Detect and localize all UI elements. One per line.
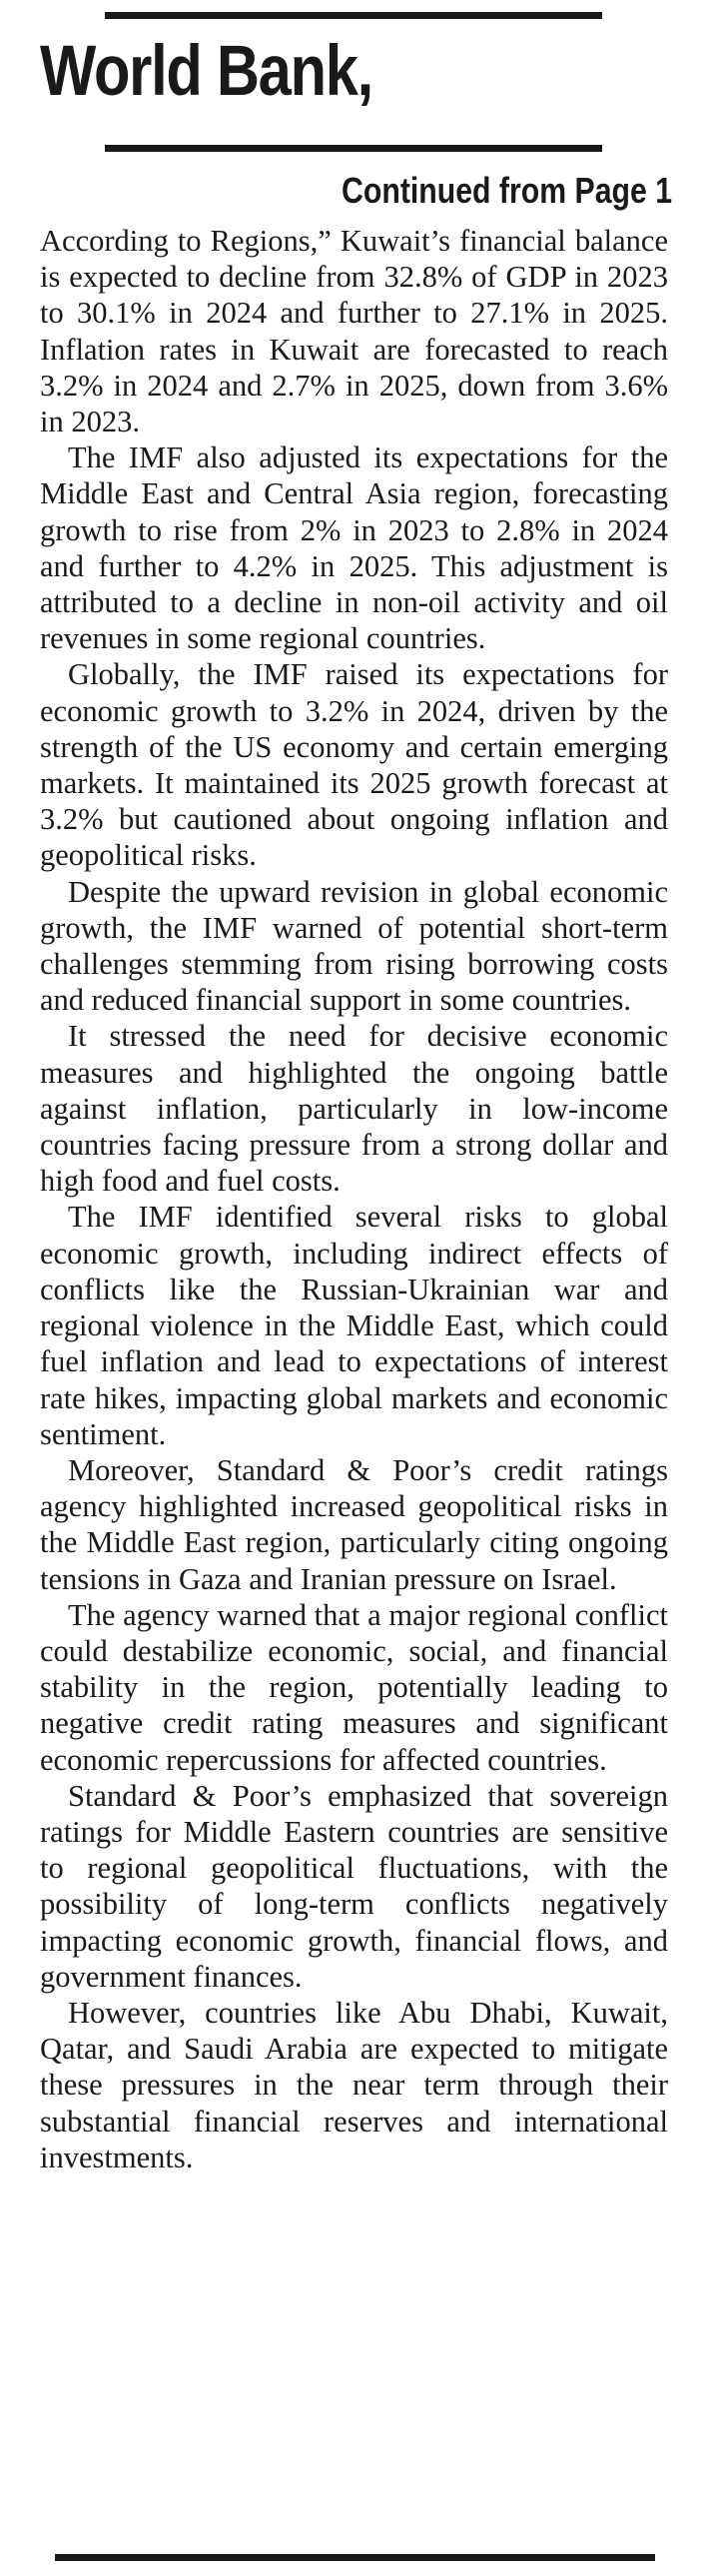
headline-rule (105, 145, 602, 152)
paragraph: Moreover, Standard & Poor’s credit ratings agency highlighted increased geopolitical risks in the Middle East region, particularly citing ongoing tensions in Gaza and Iranian pressure on Israel. (40, 1452, 668, 1596)
paragraph: Despite the upward revision in global economic growth, the IMF warned of potential short-term challenges stemming from rising borrowing costs and reduced financial support in some countries. (40, 874, 668, 1018)
bottom-rule (55, 2554, 655, 2561)
paragraph: However, countries like Abu Dhabi, Kuwait, Qatar, and Saudi Arabia are expected to mitigate these pressures in the near term through their substantial financial reserves and international investments. (40, 1995, 668, 2174)
continued-from-label: Continued from Page 1 (342, 170, 672, 211)
paragraph: Standard & Poor’s emphasized that sovereign ratings for Middle Eastern countries are sensitive to regional geopolitical fluctuations, with the possibility of long-term conflicts negatively impacting economic growth, financial flows, and government finances. (40, 1778, 668, 1994)
paragraph: The IMF also adjusted its expectations for the Middle East and Central Asia region, forecasting growth to rise from 2% in 2023 to 2.8% in 2024 and further to 4.2% in 2025. This adjustment is attributed to a decline in non-oil activity and oil revenues in some regional countries. (40, 440, 668, 656)
paragraph: It stressed the need for decisive economic measures and highlighted the ongoing battle against inflation, particularly in low-income countries facing pressure from a strong dollar and high food and fuel costs. (40, 1019, 668, 1199)
headline: World Bank, (40, 32, 372, 111)
top-rule (105, 12, 602, 19)
paragraph: Globally, the IMF raised its expectations for economic growth to 3.2% in 2024, driven by the strength of the US economy and certain emerging markets. It maintained its 2025 growth forecast at 3.2% but cautioned about ongoing inflation and geopolitical risks. (40, 657, 668, 873)
article-body (40, 223, 668, 2175)
paragraph: According to Regions,” Kuwait’s financial balance is expected to decline from 32.8% of GDP in 2023 to 30.1% in 2024 and further to 27.1% in 2025. Inflation rates in Kuwait are forecasted to reach 3.2% in 2024 and 2.7% in 2025, down from 3.6% in 2023. (40, 224, 668, 439)
paragraph: The IMF identified several risks to global economic growth, including indirect effects of conflicts like the Russian-Ukrainian war and regional violence in the Middle East, which could fuel inflation and lead to expectations of interest rate hikes, impacting global markets and economic sentiment. (40, 1200, 668, 1451)
paragraph: The agency warned that a major regional conflict could destabilize economic, social, and financial stability in the region, potentially leading to negative credit rating measures and significant economic repercussions for affected countries. (40, 1597, 668, 1777)
